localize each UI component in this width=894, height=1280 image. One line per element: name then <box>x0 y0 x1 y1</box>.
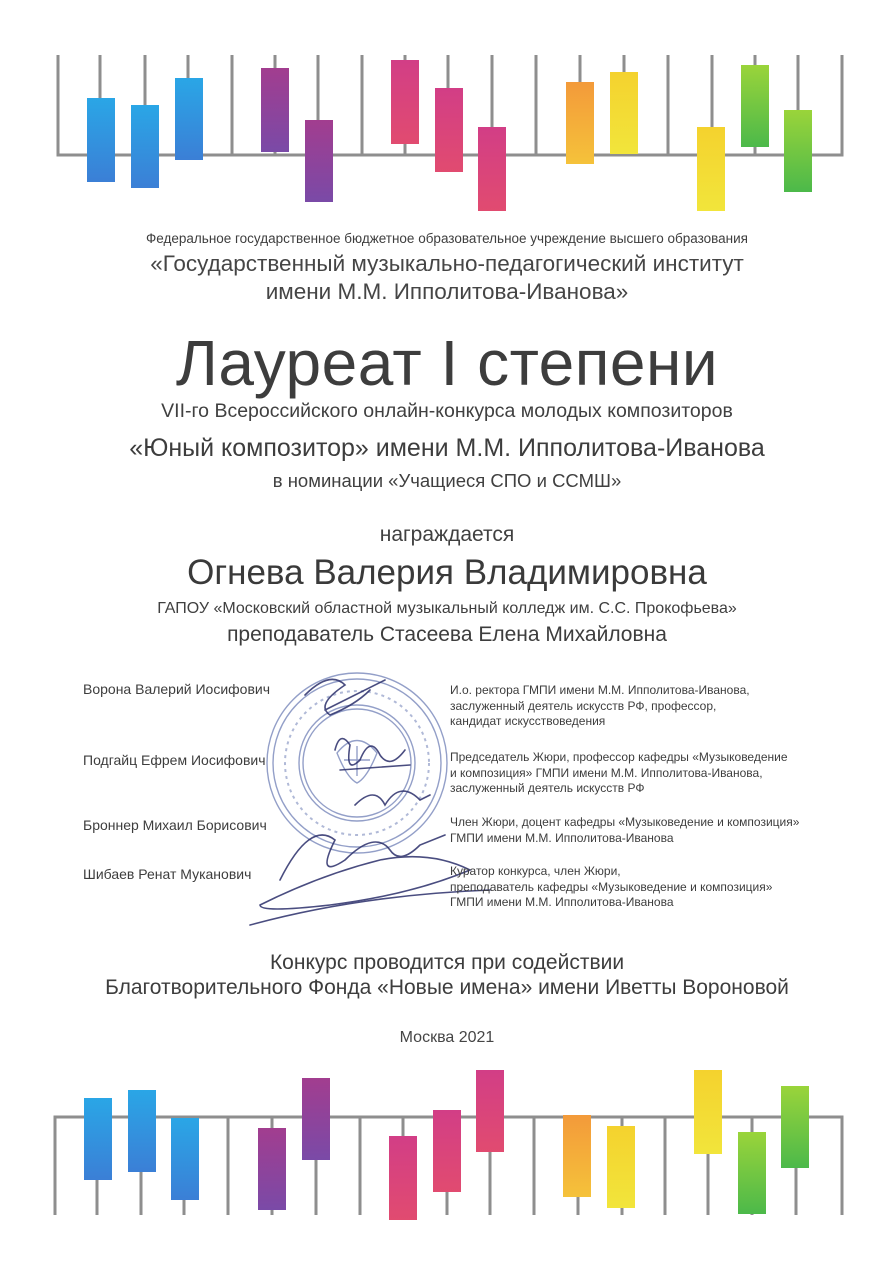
federal-institution-line: Федеральное государственное бюджетное образовательное учреждение высшего образования <box>146 231 748 246</box>
jury-name-4: Шибаев Ренат Муканович <box>83 866 252 882</box>
institute-name-line2: имени М.М. Ипполитова-Иванова» <box>265 279 629 304</box>
recipient-organization: ГАПОУ «Московский областной музыкальный колледж им. С.С. Прокофьева» <box>157 600 737 617</box>
institute-name-line1: «Государственный музыкально-педагогический институт <box>150 251 744 276</box>
diploma-title: Лауреат I степени <box>175 327 719 399</box>
jury-title-2: Председатель Жюри, профессор кафедры «Музыковедение и композиция» ГМПИ имени М.М. Ипполитова-Иванова, заслуженный деятель искусств РФ <box>450 750 788 795</box>
jury-title-3: Член Жюри, доцент кафедры «Музыковедение и композиция» ГМПИ имени М.М. Ипполитова-Иванова <box>450 815 800 845</box>
jury-name-1: Ворона Валерий Иосифович <box>83 681 271 697</box>
bottom-decorative-bars <box>0 1060 894 1280</box>
jury-name-3: Броннер Михаил Борисович <box>83 817 267 833</box>
competition-nomination: в номинации «Учащиеся СПО и ССМШ» <box>272 470 622 491</box>
city-year: Москва 2021 <box>399 1029 495 1046</box>
recipient-teacher: преподаватель Стасеева Елена Михайловна <box>227 623 667 646</box>
top-decorative-bars <box>0 0 894 230</box>
institute-name <box>0 250 894 306</box>
jury-title-1: И.о. ректора ГМПИ имени М.М. Ипполитова-Иванова, заслуженный деятель искусств РФ, профессор, кандидат искусствоведения <box>450 683 750 728</box>
support-line1: Конкурс проводится при содействии <box>269 951 625 974</box>
award-text: награждается <box>379 523 515 546</box>
competition-line2: «Юный композитор» имени М.М. Ипполитова-Иванова <box>129 434 765 462</box>
support-line2: Благотворительного Фонда «Новые имена» имени Иветты Вороновой <box>105 976 789 999</box>
jury-title-4: Куратор конкурса, член Жюри, преподаватель кафедры «Музыковедение и композиция» ГМПИ имени М.М. Ипполитова-Иванова <box>450 864 773 909</box>
jury-name-2: Подгайц Ефрем Иосифович <box>83 752 266 768</box>
competition-line1: VII-го Всероссийского онлайн-конкурса молодых композиторов <box>161 400 733 422</box>
recipient-name: Огнева Валерия Владимировна <box>187 553 707 592</box>
